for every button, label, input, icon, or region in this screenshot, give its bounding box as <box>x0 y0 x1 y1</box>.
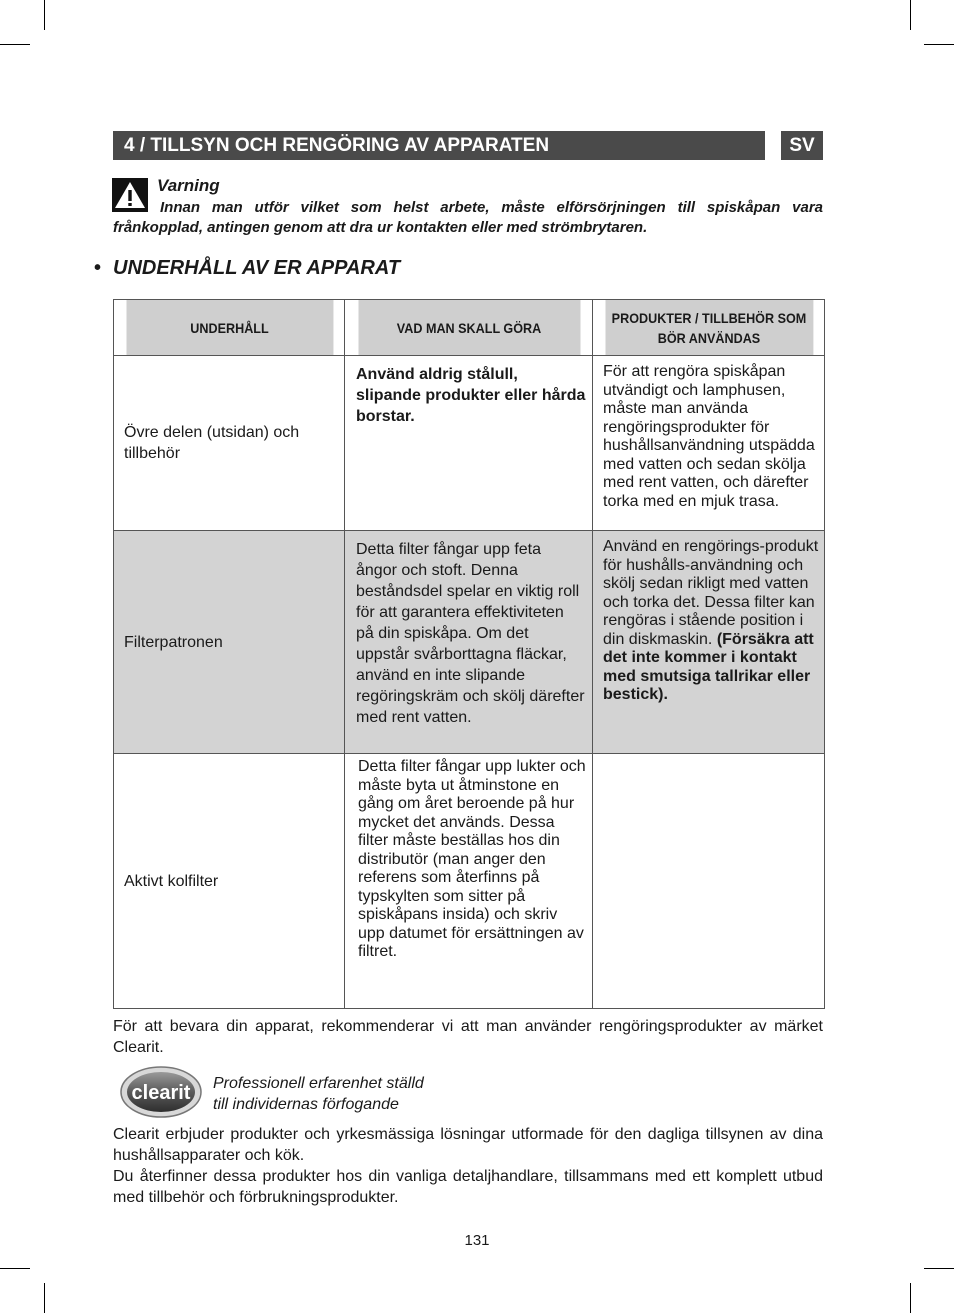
table-row <box>114 531 825 754</box>
header-cell: PRODUKTER / TILLBEHÖR SOM BÖR ANVÄNDAS <box>604 300 813 356</box>
chapter-title: 4 / TILLSYN OCH RENGÖRING AV APPARATEN <box>113 131 765 160</box>
instructions-cell: Använd aldrig stålull, slipande produkter eller hårda borstar. <box>345 356 593 531</box>
crop-mark <box>924 44 954 45</box>
products-text: För att rengöra spiskåpan utvändigt och lamphusen, måste man använda rengöringsprodukter för hushållsanvändning utspädda med vatten och sedan skölja med rent vatten, och därefter torka med en mjuk trasa. <box>603 363 815 510</box>
section-title: UNDERHÅLL AV ER APPARAT <box>113 257 401 279</box>
maintenance-table <box>113 299 825 1009</box>
products-text: Använd en rengörings-produkt för hushålls-användning och skölj sedan rikligt med vatten och torka det. Dessa filter kan rengöras i stående position i din diskmaskin. <box>603 538 819 648</box>
language-badge: SV <box>781 131 823 160</box>
maintenance-item: Övre delen (utsidan) och tillbehör <box>114 356 345 531</box>
clearit-logo-text: clearit <box>131 1082 191 1104</box>
header-cell: UNDERHÅLL <box>125 300 333 356</box>
bullet: • <box>94 257 102 279</box>
crop-mark <box>44 0 45 30</box>
crop-mark <box>910 0 911 30</box>
crop-mark <box>0 1268 30 1269</box>
table-header-row <box>114 300 825 356</box>
clearit-text: Du återfinner dessa produkter hos din vanliga detaljhandlare, tillsammans med ett komplett utbud med tillbehör och förbrukningsprodukter. <box>113 1168 823 1206</box>
recommendation-text: För att bevara din apparat, rekommenderar vi att man använder rengöringsprodukter av märket Clearit. <box>113 1018 823 1056</box>
page-number: 131 <box>464 1232 490 1249</box>
warning-title: Varning <box>157 176 220 195</box>
products-note: (Försäkra att det inte kommer i kontakt med smutsiga tallrikar eller bestick). <box>603 630 814 703</box>
instructions-cell: Detta filter fångar upp feta ångor och stoft. Denna beståndsdel spelar en viktig roll för att garantera effektiviteten på din spiskåpa. Om det uppstår svårborttagna fläckar, använd en inte slipande regöringskräm och skölj därefter med rent vatten. <box>345 531 593 754</box>
maintenance-item: Filterpatronen <box>114 531 345 754</box>
table-row <box>114 754 825 1009</box>
tagline-line: Professionell erfarenhet ställd <box>213 1075 424 1092</box>
crop-mark <box>44 1283 45 1313</box>
products-cell <box>593 531 825 754</box>
crop-mark <box>910 1283 911 1313</box>
instructions-cell: Detta filter fångar upp lukter och måste byta ut åtminstone en gång om året beroende på hur mycket det används. Dessa filter måste beställas hos din distributör (man anger den referens som återfinns på typskylten som sitter på spiskåpans insida) och skriv upp datumet för ersättningen av filtret. <box>345 754 593 1009</box>
products-cell <box>593 356 825 531</box>
maintenance-item: Aktivt kolfilter <box>114 754 345 1009</box>
crop-mark <box>924 1268 954 1269</box>
tagline-line: till individernas förfogande <box>213 1096 399 1113</box>
header-cell: VAD MAN SKALL GÖRA <box>357 300 580 356</box>
tagline <box>213 1073 424 1115</box>
products-cell <box>593 754 825 1009</box>
clearit-text: Clearit erbjuder produkter och yrkesmässiga lösningar utformade för den dagliga tillsynen av dina hushållsapparater och kök. <box>113 1126 823 1164</box>
section-heading <box>94 257 400 280</box>
clearit-paragraph <box>113 1124 823 1208</box>
warning-text: Innan man utför vilket som helst arbete, måste elförsörjningen till spiskåpan vara frånkopplad, antingen genom att dra ur kontakten eller med strömbrytaren. <box>113 199 823 236</box>
crop-mark <box>0 44 30 45</box>
table-row <box>114 356 825 531</box>
clearit-logo <box>120 1066 202 1118</box>
